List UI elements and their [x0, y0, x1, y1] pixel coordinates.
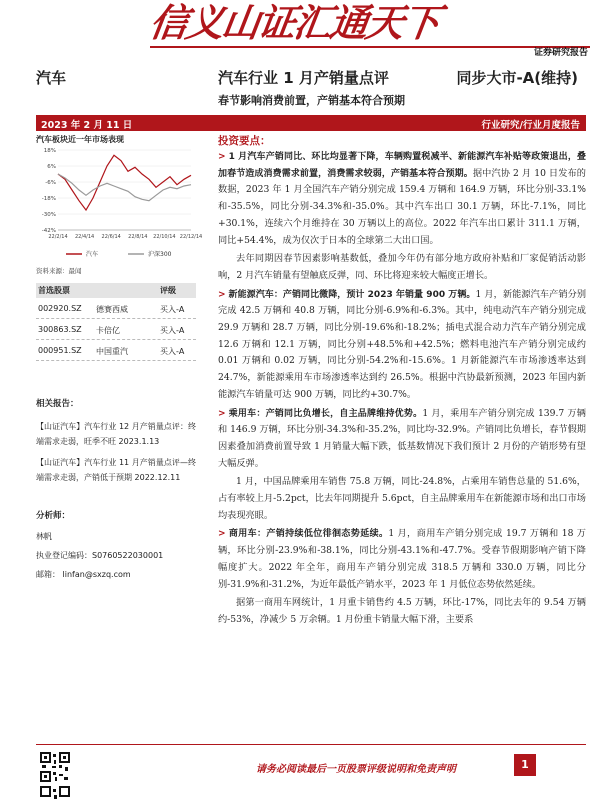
chart-title: 汽车板块近一年市场表现 — [36, 135, 124, 144]
y-tick-label: -42% — [41, 228, 56, 234]
stock-code: 000951.SZ — [38, 346, 82, 355]
report-title: 汽车行业 1 月产销量点评 — [218, 69, 389, 87]
stock-table-header — [36, 283, 196, 298]
paragraph: 据第一商用车网统计，1 月重卡销售约 4.5 万辆，环比-17%，同比去年的 9.54 万辆约-53%，净减少 5 万余辆。1 月份重卡销量大幅下滑，主要系 — [218, 597, 586, 625]
sidebar — [36, 132, 203, 586]
doc-type-label: 证券研究报告 — [533, 48, 588, 58]
paragraph: 1 月，中国品牌乘用车销售 75.8 万辆，同比-24.8%，占乘用车销售总量的 51.6%，占有率较上月-5.2pct，比去年同期提升 5.6pct，自主品牌乘用车在新能源市场和出口市场均表现亮眼。 — [218, 476, 586, 521]
stock-rating: 买入-A — [160, 326, 185, 335]
page-number: 1 — [514, 754, 536, 776]
qr-code-icon — [40, 786, 70, 800]
paragraph-body: 1 月，新能源汽车产销分别完成 42.5 万辆和 40.8 万辆，同比分别-6.9%和-6.3%。其中，纯电动汽车产销分别完成 29.9 万辆和 28.7 万辆，同比分别-19.6%和-18.2%；插电式混合动力汽车产销分别完成 12.6 万辆和 12.1 万辆，同比分别+48.5%和+42.5%；燃料电池汽车产销分别完成约 0.01 万辆和 0.02 万辆，同比分别-54.2%和-15.6%。1 月新能源汽车市场渗透率达到 24.7%，新能源乘用车市场渗透率达到约 26.5%。根据中汽协最新预测，2023 年国内新能源汽车销量可达 900 万辆，同比约+30.7%。 — [218, 288, 587, 400]
y-tick-label: 6% — [47, 164, 56, 170]
stock-code: 300863.SZ — [38, 325, 82, 334]
related-report-link[interactable]: 【山证汽车】汽车行业 12 月产销量点评：终端需求走弱，旺季不旺 2023.1.13 — [36, 422, 196, 446]
header-divider — [150, 46, 590, 48]
industry-label: 汽车 — [36, 69, 67, 87]
stock-code: 002920.SZ — [38, 304, 82, 313]
legend-label: 汽车 — [86, 251, 99, 258]
report-date: 2023 年 2 月 11 日 — [41, 120, 133, 131]
paragraph — [218, 526, 586, 593]
main-content — [218, 134, 586, 631]
related-reports-title: 相关报告： — [36, 399, 79, 409]
x-tick-label: 22/10/14 — [153, 234, 176, 240]
analyst-name: 林帆 — [36, 532, 52, 541]
paragraph: 去年同期因春节因素影响基数低，叠加今年仍有部分地方政府补贴和厂家促销活动影响，2 月汽车销量有望触底反弹，同、环比将迎来较大幅度正增长。 — [218, 253, 586, 281]
paragraph-lead: 1 月汽车产销同比、环比均显著下降，车辆购置税减半、新能源汽车补贴等政策退出，叠加春节造成消费需求前置，消费需求较弱，产销基本符合预期。 — [218, 152, 586, 179]
paragraph — [218, 287, 586, 404]
related-report-link[interactable]: 【山证汽车】汽车行业 11 月产销量点评—终端需求走弱，产销低于预期 2022.12.11 — [36, 458, 196, 482]
legend-label: 沪深300 — [148, 251, 172, 258]
y-tick-label: -6% — [45, 180, 56, 186]
paragraph-body: 据中汽协 2 月 10 日发布的数据，2023 年 1 月全国汽车产销分别完成 159.4 万辆和 164.9 万辆，环比分别-33.1%和-35.5%，同比分别-34.3%和-35.0%。其中汽车出口 30.1 万辆，环比-7.1%，同比+30.1%，连续六个月维持在 30 万辆以上的高位。2022 年汽车出口累计 311.1 万辆，同比+54.4%，成为仅次于日本的全球第二大出口国。 — [218, 167, 586, 246]
stock-rating: 买入-A — [160, 347, 185, 356]
stock-rating: 买入-A — [160, 305, 185, 314]
related-reports — [36, 397, 196, 485]
date-band — [36, 115, 586, 131]
stock-row — [36, 340, 196, 361]
paragraph-lead: 商用车：产销持续低位徘徊态势延续。 — [228, 529, 389, 540]
y-tick-label: -18% — [41, 196, 56, 202]
stock-row — [36, 319, 196, 340]
analyst-info — [36, 509, 196, 583]
paragraph-body: 1 月，乘用车产销分别完成 139.7 万辆和 146.9 万辆，环比分别-34.3%和-35.2%，同比均-32.9%。产销同比负增长，春节假期因素叠加消费前置导致 1 月销量大幅下跌，低基数情况下我们预计 2 月份的产销形势有望大幅反弹。 — [218, 407, 586, 469]
series-line-auto — [58, 155, 191, 210]
paragraph-lead: 乘用车：产销同比负增长，自主品牌维持优势。 — [228, 408, 423, 419]
arrow-icon: > — [218, 408, 226, 419]
stock-header-pick: 首选股票 — [38, 286, 70, 295]
analyst-title: 分析师： — [36, 511, 71, 521]
y-tick-label: 18% — [43, 148, 56, 154]
stock-row — [36, 298, 196, 319]
x-tick-label: 22/12/14 — [179, 234, 203, 240]
rating-label: 同步大市-A(维持) — [456, 69, 578, 87]
report-category: 行业研究/行业月度报告 — [481, 120, 580, 131]
qr-code-icon — [40, 752, 70, 782]
arrow-icon: > — [218, 152, 226, 162]
paragraph-lead: 新能源汽车：产销同比微降，预计 2023 年销量 900 万辆。 — [228, 289, 476, 300]
stock-name: 卡倍亿 — [96, 326, 120, 335]
report-subtitle: 春节影响消费前置，产销基本符合预期 — [218, 94, 405, 107]
paragraph — [218, 149, 586, 249]
paragraph — [218, 406, 586, 473]
x-tick-label: 22/4/14 — [74, 234, 95, 240]
key-points-title: 投资要点： — [218, 135, 271, 147]
footer-divider — [36, 744, 586, 745]
disclaimer: 请务必阅读最后一页股票评级说明和免责声明 — [256, 764, 456, 775]
chart-svg — [36, 146, 203, 264]
paragraph-body: 1 月，商用车产销分别完成 19.7 万辆和 18 万辆，环比分别-23.9%和-38.1%，同比分别-43.1%和-47.7%。受春节假期影响产销下降幅度扩大。2022 年全年，商用车产销分别完成 318.5 万辆和 330.0 万辆，同比分别-31.9%和-31.2%，为近年最低产销水平，2023 年 1 月低位态势依然延续。 — [218, 528, 586, 590]
arrow-icon: > — [218, 529, 226, 540]
chart-source: 资料来源：最闻 — [36, 267, 82, 275]
stock-header-rating: 评级 — [160, 286, 176, 295]
market-performance-chart — [36, 146, 203, 264]
analyst-email[interactable]: 邮箱： linfan@sxzq.com — [36, 570, 131, 579]
x-tick-label: 22/8/14 — [128, 234, 148, 240]
stock-name: 中国重汽 — [96, 347, 128, 356]
x-tick-label: 22/2/14 — [48, 234, 68, 240]
company-logo: 信义山证汇通天下 — [146, 1, 442, 45]
arrow-icon: > — [218, 289, 226, 300]
analyst-cert: 执业登记编码：S0760522030001 — [36, 551, 164, 560]
x-tick-label: 22/6/14 — [101, 234, 121, 240]
y-tick-label: -30% — [41, 212, 56, 218]
stock-name: 德赛西威 — [96, 305, 128, 314]
